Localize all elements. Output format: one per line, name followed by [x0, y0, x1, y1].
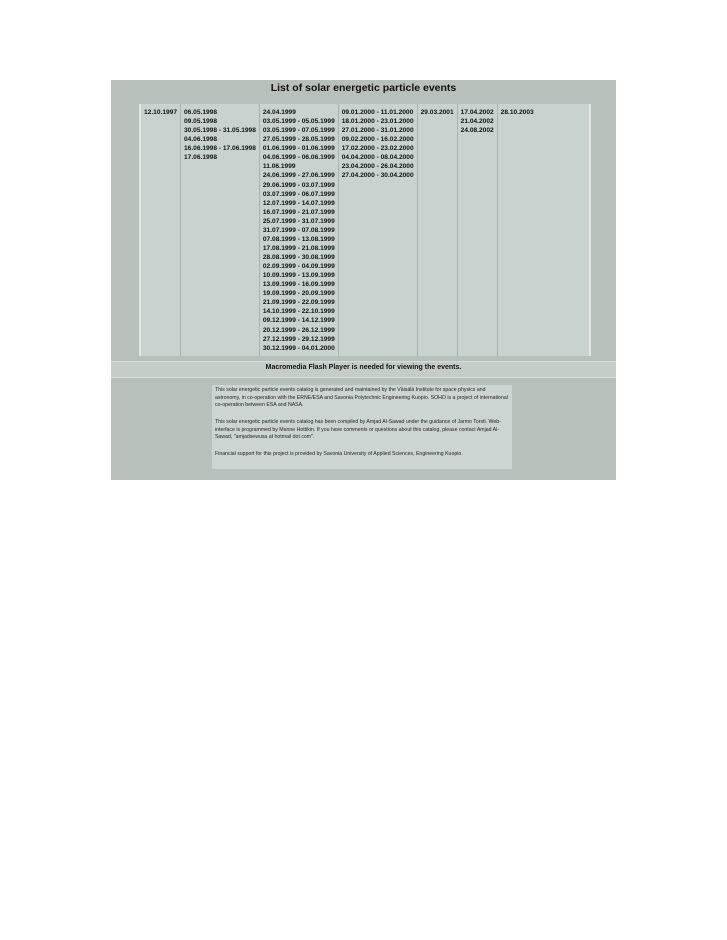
divider — [111, 377, 616, 378]
event-date-link[interactable]: 29.03.2001 — [420, 109, 454, 116]
event-date-link[interactable]: 17.02.2000 - 23.02.2000 — [341, 145, 414, 153]
event-date-link[interactable]: 12.07.1999 - 14.07.1999 — [262, 199, 335, 207]
event-date-link[interactable]: 02.09.1999 - 04.09.1999 — [262, 263, 335, 271]
event-column — [417, 104, 457, 356]
event-date-link[interactable]: 24.06.1999 - 27.06.1999 — [262, 172, 335, 180]
event-date-link[interactable]: 24.08.2002 — [460, 127, 494, 135]
event-date-link[interactable]: 07.08.1999 - 13.08.1999 — [262, 235, 335, 243]
event-date-link[interactable]: 03.07.1999 - 06.07.1999 — [262, 190, 335, 198]
event-date-link[interactable]: 09.05.1998 — [184, 118, 218, 126]
event-date-link[interactable]: 04.06.1999 - 06.06.1999 — [262, 154, 335, 162]
event-date-link[interactable]: 09.01.2000 - 11.01.2000 — [341, 109, 414, 116]
event-date-link[interactable]: 04.06.1998 — [184, 136, 218, 144]
event-date-link[interactable]: 01.06.1999 - 01.06.1999 — [262, 145, 335, 153]
info-box — [212, 385, 512, 469]
event-date-link[interactable]: 09.12.1999 - 14.12.1999 — [262, 317, 335, 325]
events-row — [141, 104, 537, 356]
event-date-link[interactable]: 14.10.1999 - 22.10.1999 — [262, 308, 335, 316]
event-date-link[interactable]: 17.04.2002 — [460, 109, 494, 116]
event-date-link[interactable]: 21.09.1999 - 22.09.1999 — [262, 299, 335, 307]
event-date-link[interactable]: 04.04.2000 - 08.04.2000 — [341, 154, 414, 162]
event-date-link[interactable]: 17.08.1999 - 21.08.1999 — [262, 244, 335, 252]
event-column — [259, 104, 338, 356]
event-date-link[interactable]: 18.01.2000 - 23.01.2000 — [341, 118, 414, 126]
event-date-link[interactable]: 24.04.1999 — [262, 109, 296, 116]
event-date-link[interactable]: 23.04.2000 - 26.04.2000 — [341, 163, 414, 171]
event-date-link[interactable]: 19.09.1999 - 20.09.1999 — [262, 290, 335, 298]
event-date-link[interactable]: 03.05.1999 - 05.05.1999 — [262, 118, 335, 126]
event-date-link[interactable]: 27.12.1999 - 29.12.1999 — [262, 335, 335, 343]
event-date-link[interactable]: 20.12.1999 - 26.12.1999 — [262, 326, 335, 334]
page-title: List of solar energetic particle events — [270, 82, 457, 94]
flash-player-notice: Macromedia Flash Player is needed for viewing the events. — [265, 364, 462, 371]
event-date-link[interactable]: 28.08.1999 - 30.08.1999 — [262, 254, 335, 261]
event-date-link[interactable]: 25.07.1999 - 31.07.1999 — [262, 217, 335, 225]
event-date-link[interactable]: 30.05.1998 - 31.05.1998 — [184, 127, 256, 135]
event-date-link[interactable]: 17.06.1998 — [184, 154, 218, 162]
event-date-link[interactable]: 27.01.2000 - 31.01.2000 — [341, 127, 414, 135]
catalog-panel — [111, 80, 616, 480]
event-column — [457, 104, 497, 356]
event-date-link[interactable]: 09.02.2000 - 16.02.2000 — [341, 136, 414, 144]
event-date-link[interactable]: 29.06.1999 - 03.07.1999 — [262, 181, 335, 189]
event-date-link[interactable]: 31.07.1999 - 07.08.1999 — [262, 226, 335, 234]
event-date-link[interactable]: 30.12.1999 - 04.01.2000 — [262, 344, 335, 352]
event-date-link[interactable]: 16.07.1999 - 21.07.1999 — [262, 208, 335, 216]
event-date-link[interactable]: 10.09.1999 - 13.09.1999 — [262, 272, 335, 280]
info-paragraph-contact: This solar energetic particle events catalog has been compiled by Amjad Al-Sawad under the guidance of Jarmo Torsti. Web-interface is programmed by Manne Hottikin. If you have comments or questions about this catalog, please contact Amjad Al-Sawad, "amjadsewusa at hotmail dot com". — [215, 419, 501, 441]
event-date-link[interactable]: 27.04.2000 - 30.04.2000 — [341, 172, 414, 180]
info-paragraph-credits: This solar energetic particle events catalog is generated and maintained by the Väisälä Institute for space physics and astronomy, in co-operation with the ERNE/ESA and Savonia Polytechnic Engineering Kuopio. SOHO is a project of international co-operation between ESA and NASA. — [215, 387, 508, 409]
event-date-link[interactable]: 03.05.1999 - 07.05.1999 — [262, 127, 335, 135]
event-date-link[interactable]: 13.09.1999 - 16.09.1999 — [262, 281, 335, 289]
event-column — [141, 104, 181, 356]
event-date-link[interactable]: 21.04.2002 — [460, 118, 494, 126]
event-column — [181, 104, 260, 356]
events-table-container — [139, 104, 591, 356]
event-date-link[interactable]: 06.05.1998 — [184, 109, 218, 116]
event-column — [338, 104, 417, 356]
event-column — [497, 104, 537, 356]
events-table — [141, 104, 537, 356]
event-date-link[interactable]: 12.10.1997 — [144, 109, 178, 116]
event-date-link[interactable]: 27.05.1999 - 28.05.1999 — [262, 136, 335, 144]
info-paragraph-funding: Financial support for this project is provided by Savonia University of Applied Sciences, Engineering Kuopio. — [215, 451, 463, 457]
event-date-link[interactable]: 11.06.1999 — [262, 163, 296, 171]
event-date-link[interactable]: 16.06.1998 - 17.06.1998 — [184, 145, 256, 153]
event-date-link[interactable]: 28.10.2003 — [500, 109, 534, 116]
